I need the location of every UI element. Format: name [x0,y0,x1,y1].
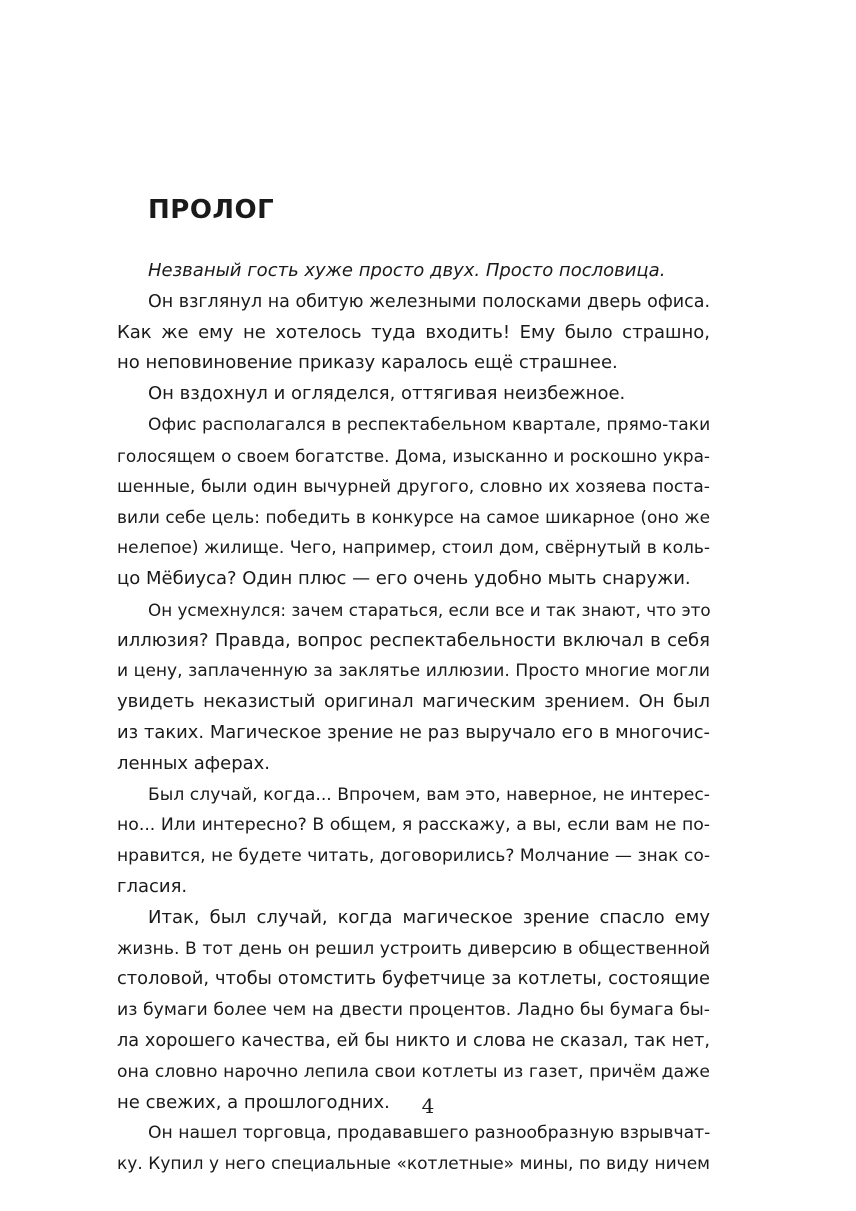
epigraph: Незваный гость хуже просто двух. Просто пословица. [148,260,666,281]
text-line: не свежих, а прошлогодних. [117,1091,390,1113]
text-line: Офис располагался в респектабельном квартале, прямо-таки [148,414,711,435]
text-line: вили себе цель: победить в конкурсе на самое шикарное (оно же [117,507,710,528]
text-line: жизнь. В тот день он решил устроить диверсию в общественной [117,938,710,959]
text-line: Был случай, когда... Впрочем, вам это, наверное, не интерес- [148,784,710,805]
text-line: Он вздохнул и огляделся, оттягивая неизбежное. [148,383,626,405]
text-line: цо Мёбиуса? Один плюс — его очень удобно мыть снаружи. [117,567,691,589]
text-line: но... Или интересно? В общем, я расскажу, а вы, если вам не по- [117,815,710,836]
page-number: 4 [421,1094,435,1118]
chapter-title: ПРОЛОГ [148,195,275,225]
text-line: из бумаги более чем на двести процентов. Ладно бы бумага бы- [117,1000,710,1021]
text-line: нелепое) жилище. Чего, например, стоил дом, свёрнутый в коль- [117,538,710,559]
text-line: Он взглянул на обитую железными полосками дверь офиса. [148,291,710,312]
text-line: из таких. Магическое зрение не раз выручало его в многочис- [117,721,710,743]
text-line: ку. Купил у него специальные «котлетные» мины, по виду ничем [117,1154,710,1175]
text-line: ла хорошего качества, ей бы никто и слова не сказал, так нет, [117,1030,710,1051]
text-line: ленных аферах. [117,752,271,774]
text-line: она словно нарочно лепила свои котлеты из газет, причём даже [117,1061,710,1082]
text-line: голосящем о своем богатстве. Дома, изысканно и роскошно укра- [117,445,710,466]
text-line: иллюзия? Правда, вопрос респектабельности включал в себя [117,629,710,651]
text-line: увидеть неказистый оригинал магическим зрением. Он был [117,691,710,713]
body-text [117,256,710,1180]
text-line: гласия. [117,875,188,897]
text-line: шенные, были один вычурней другого, словно их хозяева поста- [117,476,710,497]
text-line: но неповиновение приказу каралось ещё страшнее. [117,352,618,374]
text-line: Он нашел торговца, продававшего разнообразную взрывчат- [148,1123,711,1144]
text-line: Итак, был случай, когда магическое зрение спасло ему [148,906,710,928]
text-line: и цену, заплаченную за заклятье иллюзии. Просто многие могли [117,661,710,682]
text-line: Как же ему не хотелось туда входить! Ему было страшно, [117,321,710,343]
text-line: Он усмехнулся: зачем стараться, если все и так знают, что это [148,599,711,620]
text-line: столовой, чтобы отомстить буфетчице за котлеты, состоящие [117,968,710,990]
text-line: нравится, не будете читать, договорились? Молчание — знак со- [117,846,710,867]
